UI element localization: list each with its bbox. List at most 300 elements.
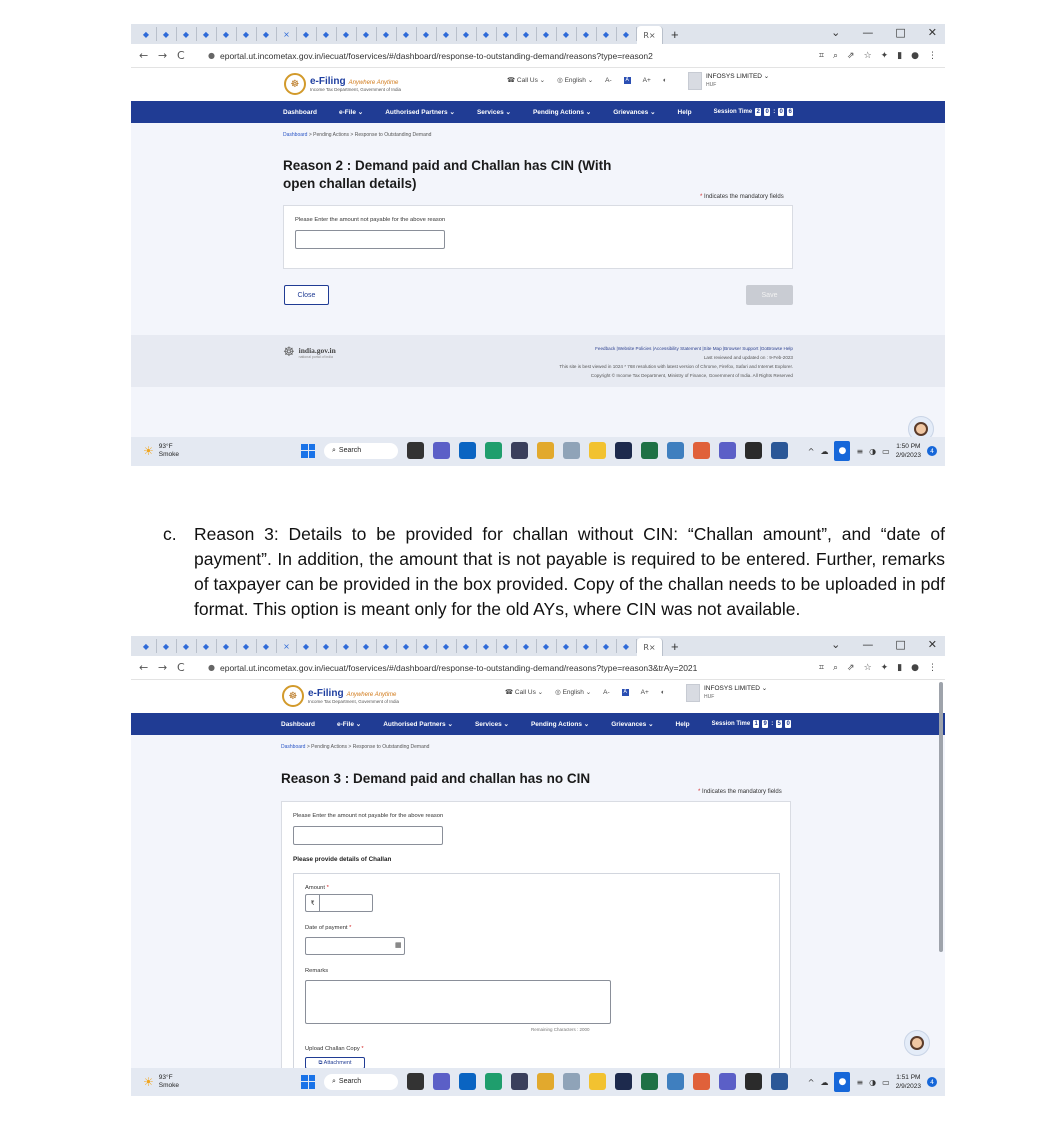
main-navbar (131, 101, 945, 123)
taskbar-search[interactable]: ⌕ Search (324, 1074, 398, 1090)
main-navbar (131, 713, 945, 735)
tab-favicon-icon: ◆ (482, 641, 490, 651)
tab-favicon-icon: ◆ (362, 641, 370, 651)
efiling-page (131, 680, 945, 1068)
browser-tab[interactable] (217, 27, 237, 41)
tab-favicon-icon: ◆ (222, 29, 230, 39)
taskbar-search[interactable]: ⌕ Search (324, 443, 398, 459)
volume-icon[interactable]: ◑ (869, 446, 877, 456)
forward-icon[interactable]: → (158, 49, 168, 62)
battery-icon[interactable]: ▭ (882, 446, 890, 456)
browser-tab[interactable] (617, 639, 637, 653)
chrome-icon[interactable] (537, 442, 554, 459)
new-tab-icon[interactable]: + (671, 638, 679, 654)
extensions-icon[interactable]: ✦ (880, 662, 889, 673)
system-tray (808, 1072, 937, 1092)
browser-tab[interactable] (477, 27, 497, 41)
browser-tab[interactable] (377, 639, 397, 653)
tab-favicon-icon: ◆ (202, 641, 210, 651)
font-increase-button[interactable]: A+ (640, 688, 649, 696)
address-bar-row (131, 44, 945, 68)
app-icon[interactable] (667, 442, 684, 459)
challan-amount-input[interactable] (319, 894, 373, 912)
browser-tab[interactable] (237, 639, 257, 653)
font-normal-button[interactable]: A (623, 688, 627, 695)
window-controls (831, 638, 937, 651)
taskbar-clock[interactable]: 1:50 PM 2/9/2023 (895, 443, 921, 459)
nav-help[interactable]: Help (677, 108, 692, 116)
close-button[interactable]: Close (284, 285, 329, 305)
call-us-menu[interactable]: ☎ Call Us ⌄ (505, 689, 544, 696)
india-gov-logo[interactable] (283, 345, 336, 360)
task-view-icon[interactable] (407, 1073, 424, 1090)
word-icon[interactable] (771, 1073, 788, 1090)
session-digit: 9 (763, 721, 767, 727)
browser-tab[interactable] (257, 639, 277, 653)
windows-start-icon[interactable] (301, 1075, 315, 1089)
browser-tab[interactable] (397, 639, 417, 653)
teams-icon[interactable] (719, 1073, 736, 1090)
back-icon[interactable]: ← (139, 661, 149, 674)
tab-favicon-icon: ◆ (242, 641, 250, 651)
app-icon[interactable] (693, 1073, 710, 1090)
tab-favicon-icon: ◆ (362, 29, 370, 39)
tab-search-icon[interactable]: ⌄ (831, 638, 841, 651)
browser-tab[interactable] (457, 27, 477, 41)
tab-favicon-icon: ◆ (602, 641, 610, 651)
user-type: HUF (706, 82, 717, 88)
notification-badge[interactable]: 4 (927, 446, 937, 456)
site-footer (131, 335, 945, 387)
tab-favicon-icon: ◆ (342, 641, 350, 651)
amount-label: Amount * (305, 885, 329, 891)
browser-tab[interactable] (537, 27, 557, 41)
browser-tab[interactable] (417, 639, 437, 653)
wifi-icon[interactable]: ≡ (856, 1077, 864, 1087)
browser-tab[interactable] (277, 639, 297, 653)
font-decrease-button[interactable]: A- (603, 688, 610, 696)
session-colon: : (771, 721, 774, 727)
browser-tab[interactable] (177, 27, 197, 41)
maximize-icon[interactable]: □ (895, 638, 906, 651)
browser-tab[interactable] (137, 639, 157, 653)
browser-tab[interactable] (617, 27, 637, 41)
reload-icon[interactable]: C (177, 661, 185, 674)
sticky-notes-icon[interactable] (745, 1073, 762, 1090)
remaining-characters: Remaining Characters : 2000 (531, 1027, 590, 1032)
mandatory-note: * Indicates the mandatory fields (700, 194, 784, 200)
windows-taskbar (131, 1068, 945, 1096)
breadcrumb-dashboard[interactable]: Dashboard (281, 744, 306, 750)
system-tray (808, 441, 937, 461)
browser-tab[interactable] (517, 27, 537, 41)
teams-chat-icon[interactable] (433, 1073, 450, 1090)
weather-temp: 93°F (158, 443, 173, 450)
contrast-icon[interactable]: ◐ (662, 76, 667, 84)
app-icon[interactable] (693, 442, 710, 459)
india-emblem-icon: ☸ (283, 345, 295, 360)
tray-overflow-icon[interactable]: ^ (807, 446, 815, 456)
efiling-logo[interactable] (282, 685, 399, 707)
nav-grievances[interactable]: Grievances ⌄ (613, 109, 656, 116)
attachment-button[interactable]: ⧉ Attachment (305, 1057, 365, 1069)
profile-icon[interactable]: ● (911, 50, 919, 61)
font-normal-button[interactable]: A (625, 76, 629, 83)
contrast-icon[interactable]: ◐ (660, 688, 665, 696)
sticky-notes-icon[interactable] (745, 442, 762, 459)
browser-tab[interactable] (157, 639, 177, 653)
browser-tab[interactable] (477, 639, 497, 653)
amount-not-payable-label: Please Enter the amount not payable for the above reason (295, 217, 446, 223)
battery-icon[interactable]: ▭ (882, 1077, 890, 1087)
tab-favicon-icon: ◆ (562, 29, 570, 39)
tab-favicon-icon: ◆ (162, 641, 170, 651)
wifi-icon[interactable]: ≡ (856, 446, 864, 456)
outlook-icon[interactable] (459, 442, 476, 459)
tab-label: R (643, 642, 649, 652)
key-icon[interactable]: ⌗ (818, 50, 824, 61)
chrome-icon[interactable] (537, 1073, 554, 1090)
mandatory-note: * Indicates the mandatory fields (698, 789, 782, 795)
browser-tab[interactable] (357, 639, 377, 653)
minimize-icon[interactable]: — (862, 26, 874, 39)
browser-tab[interactable] (437, 27, 457, 41)
font-increase-button[interactable]: A+ (642, 76, 651, 84)
browser-tab[interactable] (557, 639, 577, 653)
task-view-icon[interactable] (407, 442, 424, 459)
avatar (686, 684, 700, 702)
nav-services[interactable]: Services ⌄ (476, 109, 511, 116)
list-marker: c. (163, 524, 177, 544)
browser-tab-active[interactable] (637, 26, 663, 44)
chatbot-button[interactable] (904, 1030, 930, 1056)
calendar-icon[interactable]: ▦ (395, 941, 402, 949)
tab-favicon-icon: ◆ (622, 641, 630, 651)
bookmark-star-icon[interactable]: ☆ (863, 662, 872, 673)
user-name: INFOSYS LIMITED ⌄ (706, 73, 770, 80)
screenshot-reason-3 (131, 636, 945, 1096)
logo-subtitle: Income Tax Department, Government of India (308, 699, 399, 704)
amount-not-payable-input[interactable] (295, 230, 445, 249)
tab-close-icon: × (283, 29, 290, 39)
nav-pending-actions[interactable]: Pending Actions ⌄ (530, 721, 590, 728)
zoom-icon[interactable]: ⌕ (832, 50, 839, 61)
tab-favicon-icon: ◆ (602, 29, 610, 39)
menu-icon[interactable]: ⋮ (928, 50, 937, 61)
browser-tab[interactable] (397, 27, 417, 41)
language-menu[interactable]: ◎ English ⌄ (555, 689, 592, 696)
tab-favicon-icon: ◆ (582, 29, 590, 39)
address-bar-icons (819, 663, 937, 673)
challan-details-heading: Please provide details of Challan (293, 856, 392, 863)
edge-icon[interactable] (485, 442, 502, 459)
sidepanel-icon[interactable]: ▮ (897, 50, 903, 61)
onedrive-icon[interactable]: ☁ (820, 446, 829, 456)
search-icon: ⌕ (332, 446, 336, 454)
app-icon[interactable] (615, 442, 632, 459)
onedrive-icon[interactable]: ☁ (820, 1077, 829, 1087)
browser-tab[interactable] (317, 639, 337, 653)
footer-best-viewed: This site is best viewed in 1024 * 768 resolution with latest version of Chrome, Firefox, Safari and Internet Explorer. (559, 364, 793, 369)
page-scrollbar[interactable] (939, 682, 943, 952)
tray-overflow-icon[interactable]: ^ (807, 1077, 815, 1087)
app-icon[interactable] (667, 1073, 684, 1090)
tab-favicon-icon: ◆ (182, 641, 190, 651)
efiling-logo[interactable] (284, 73, 401, 95)
challan-card (281, 801, 791, 1071)
session-digit: 0 (779, 109, 783, 115)
browser-tab[interactable] (597, 27, 617, 41)
tab-favicon-icon: ◆ (522, 641, 530, 651)
search-icon: ⌕ (332, 1077, 336, 1085)
logo-text (310, 76, 401, 92)
excel-icon[interactable] (641, 1073, 658, 1090)
emblem-icon: ☸ (282, 685, 304, 707)
tab-favicon-icon: ◆ (142, 641, 150, 651)
site-header (131, 680, 945, 713)
microphone-icon[interactable]: ● (834, 441, 850, 461)
close-window-icon[interactable]: ✕ (927, 26, 937, 39)
browser-tab[interactable] (297, 27, 317, 41)
browser-tab[interactable] (517, 639, 537, 653)
efiling-page (131, 68, 945, 437)
tab-favicon-icon: ◆ (582, 641, 590, 651)
weather-widget[interactable] (143, 443, 179, 459)
browser-tab[interactable] (537, 639, 557, 653)
app-icon[interactable] (563, 1073, 580, 1090)
language-menu[interactable]: ◎ English ⌄ (557, 77, 594, 84)
footer-nav-links[interactable]: Feedback |Website Policies |Accessibility Statement |Site Map |Browser Support |GoBrowse Help (595, 346, 793, 351)
tab-favicon-icon: ◆ (302, 641, 310, 651)
browser-tab[interactable] (497, 27, 517, 41)
user-name: INFOSYS LIMITED ⌄ (704, 685, 768, 692)
browser-tab[interactable] (417, 27, 437, 41)
excel-icon[interactable] (641, 442, 658, 459)
tab-favicon-icon: ◆ (262, 29, 270, 39)
browser-tab[interactable] (137, 27, 157, 41)
footer-links (559, 344, 793, 380)
user-menu[interactable] (688, 72, 769, 90)
save-button[interactable]: Save (746, 285, 793, 305)
session-timer (714, 108, 794, 116)
browser-tab[interactable] (597, 639, 617, 653)
session-digit: 0 (786, 721, 790, 727)
tab-favicon-icon: ◆ (402, 641, 410, 651)
app-icon[interactable] (563, 442, 580, 459)
share-icon[interactable]: ⇗ (847, 662, 855, 673)
nav-authorised-partners[interactable]: Authorised Partners ⌄ (385, 109, 455, 116)
reload-icon[interactable]: C (177, 49, 185, 62)
tab-favicon-icon: ◆ (442, 29, 450, 39)
footer-updated: Last reviewed and updated on : 9-Feb-2023 (703, 355, 793, 360)
zoom-icon[interactable]: ⌕ (832, 662, 839, 673)
tab-favicon-icon: ◆ (622, 29, 630, 39)
windows-start-icon[interactable] (301, 444, 315, 458)
weather-temp: 93°F (158, 1074, 173, 1081)
browser-tab[interactable] (577, 27, 597, 41)
tab-favicon-icon: ◆ (142, 29, 150, 39)
session-digit: 6 (788, 109, 792, 115)
edge-icon[interactable] (485, 1073, 502, 1090)
session-digit: 0 (765, 109, 769, 115)
nav-efile[interactable]: e-File ⌄ (338, 109, 364, 116)
weather-condition: Smoke (158, 451, 179, 458)
address-bar-row (131, 656, 945, 680)
call-us-menu[interactable]: ☎ Call Us ⌄ (507, 77, 546, 84)
tab-favicon-icon: ◆ (382, 641, 390, 651)
browser-tab[interactable] (357, 27, 377, 41)
browser-tabstrip (131, 636, 945, 656)
breadcrumb-trail: > Pending Actions > Response to Outstanding Demand (305, 744, 430, 750)
tab-favicon-icon: ◆ (322, 641, 330, 651)
user-menu[interactable] (686, 684, 767, 702)
browser-tab[interactable] (177, 639, 197, 653)
weather-sun-icon: ☀ (143, 444, 154, 458)
tab-favicon-icon: ◆ (502, 641, 510, 651)
rupee-icon: ₹ (305, 894, 319, 912)
nav-help[interactable]: Help (675, 720, 690, 728)
app-icon[interactable] (511, 1073, 528, 1090)
key-icon[interactable]: ⌗ (818, 662, 824, 673)
lock-icon[interactable]: ● (208, 663, 215, 672)
taskbar-apps (301, 442, 788, 459)
sidepanel-icon[interactable]: ▮ (897, 662, 903, 673)
menu-icon[interactable]: ⋮ (928, 662, 937, 673)
browser-tab[interactable] (457, 639, 477, 653)
amount-not-payable-label: Please Enter the amount not payable for the above reason (293, 813, 444, 819)
tab-favicon-icon: ◆ (482, 29, 490, 39)
file-explorer-icon[interactable] (589, 442, 606, 459)
browser-tab[interactable] (337, 27, 357, 41)
browser-tab[interactable] (217, 639, 237, 653)
nav-authorised-partners[interactable]: Authorised Partners ⌄ (383, 721, 453, 728)
tab-close-icon[interactable]: × (648, 30, 656, 40)
browser-tab[interactable] (557, 27, 577, 41)
site-header (131, 68, 945, 101)
list-item-text: Reason 3: Details to be provided for challan without CIN: “Challan amount”, and “date of payment”. In addition, the amount that is not payable is required to be entered. Further, remarks of taxpayer can be provided in the box provided. Copy of the challan needs to be uploaded in pdf format. This option is meant only for the old AYs, where CIN was not available. (194, 524, 945, 619)
share-icon[interactable]: ⇗ (847, 50, 855, 61)
logo-text (308, 688, 399, 704)
notification-badge[interactable]: 4 (927, 1077, 937, 1087)
session-label: Session Time (711, 721, 751, 727)
tab-favicon-icon: ◆ (562, 641, 570, 651)
forward-icon[interactable]: → (158, 661, 168, 674)
user-type: HUF (704, 694, 715, 700)
browser-tab[interactable] (437, 639, 457, 653)
session-digit: 2 (756, 109, 760, 115)
header-tools (505, 688, 665, 696)
tab-favicon-icon: ◆ (422, 29, 430, 39)
remarks-label: Remarks (305, 968, 329, 974)
tab-favicon-icon: ◆ (202, 29, 210, 39)
browser-tab[interactable] (277, 27, 297, 41)
footer-copyright: Copyright © Income Tax Department, Ministry of Finance, Government of India. All Rights Reserved (590, 373, 793, 378)
browser-tab-active[interactable] (637, 638, 663, 656)
remarks-textarea[interactable] (305, 980, 611, 1024)
browser-tab[interactable] (577, 639, 597, 653)
amount-card (283, 205, 793, 269)
tab-favicon-icon: ◆ (442, 641, 450, 651)
emblem-icon: ☸ (284, 73, 306, 95)
app-icon[interactable] (615, 1073, 632, 1090)
minimize-icon[interactable]: — (862, 638, 874, 651)
browser-tab[interactable] (317, 27, 337, 41)
weather-condition: Smoke (158, 1082, 179, 1089)
nav-dashboard[interactable]: Dashboard (281, 720, 315, 728)
profile-icon[interactable]: ● (911, 662, 919, 673)
browser-tab[interactable] (157, 27, 177, 41)
new-tab-icon[interactable]: + (671, 26, 679, 42)
nav-services[interactable]: Services ⌄ (474, 721, 509, 728)
nav-dashboard[interactable]: Dashboard (283, 108, 317, 116)
close-window-icon[interactable]: ✕ (927, 638, 937, 651)
maximize-icon[interactable]: □ (895, 26, 906, 39)
tab-favicon-icon: ◆ (322, 29, 330, 39)
lock-icon[interactable]: ● (208, 51, 215, 60)
session-digit: 5 (777, 721, 781, 727)
volume-icon[interactable]: ◑ (869, 1077, 877, 1087)
session-label: Session Time (713, 109, 753, 115)
india-gov-name: india.gov.in (298, 346, 336, 355)
tab-search-icon[interactable]: ⌄ (831, 26, 841, 39)
app-icon[interactable] (511, 442, 528, 459)
word-icon[interactable] (771, 442, 788, 459)
font-decrease-button[interactable]: A- (605, 76, 612, 84)
tab-favicon-icon: ◆ (222, 641, 230, 651)
nav-efile[interactable]: e-File ⌄ (336, 721, 362, 728)
tab-favicon-icon: ◆ (242, 29, 250, 39)
address-bar-url[interactable]: eportal.ut.incometax.gov.in/iecuat/foservices/#/dashboard/response-to-outstanding-demand/reasons?type=reason2 (219, 50, 653, 61)
file-explorer-icon[interactable] (589, 1073, 606, 1090)
breadcrumb-dashboard[interactable]: Dashboard (283, 132, 308, 138)
date-of-payment-label: Date of payment * (305, 925, 352, 931)
amount-not-payable-input[interactable] (293, 826, 443, 845)
breadcrumb (283, 132, 431, 138)
browser-tab[interactable] (197, 27, 217, 41)
windows-taskbar (131, 437, 945, 466)
browser-tab[interactable] (197, 639, 217, 653)
browser-tab[interactable] (237, 27, 257, 41)
tab-close-icon: × (283, 641, 290, 651)
taskbar-clock[interactable]: 1:51 PM 2/9/2023 (895, 1074, 921, 1090)
breadcrumb (281, 744, 429, 750)
microphone-icon[interactable]: ● (834, 1072, 850, 1092)
window-controls (831, 26, 937, 39)
logo-tagline: Anywhere Anytime (348, 80, 399, 86)
browser-tab[interactable] (297, 639, 317, 653)
weather-widget[interactable] (143, 1074, 179, 1090)
tab-favicon-icon: ◆ (262, 641, 270, 651)
teams-chat-icon[interactable] (433, 442, 450, 459)
browser-tab[interactable] (497, 639, 517, 653)
date-of-payment-input[interactable] (305, 937, 405, 955)
browser-tab[interactable] (377, 27, 397, 41)
bookmark-star-icon[interactable]: ☆ (863, 50, 872, 61)
nav-pending-actions[interactable]: Pending Actions ⌄ (532, 109, 592, 116)
address-bar-url[interactable]: eportal.ut.incometax.gov.in/iecuat/foservices/#/dashboard/response-to-outstanding-demand/reasons?type=reason3&trAy=2021 (219, 662, 698, 673)
teams-icon[interactable] (719, 442, 736, 459)
outlook-icon[interactable] (459, 1073, 476, 1090)
back-icon[interactable]: ← (139, 49, 149, 62)
nav-grievances[interactable]: Grievances ⌄ (611, 721, 654, 728)
logo-title: e-Filing Anywhere Anytime (310, 76, 399, 87)
browser-tab[interactable] (337, 639, 357, 653)
extensions-icon[interactable]: ✦ (880, 50, 889, 61)
browser-tab[interactable] (257, 27, 277, 41)
tab-close-icon[interactable]: × (648, 642, 656, 652)
logo-tagline: Anywhere Anytime (346, 692, 397, 698)
page-title: Reason 2 : Demand paid and Challan has CIN (With open challan details) (283, 158, 612, 191)
